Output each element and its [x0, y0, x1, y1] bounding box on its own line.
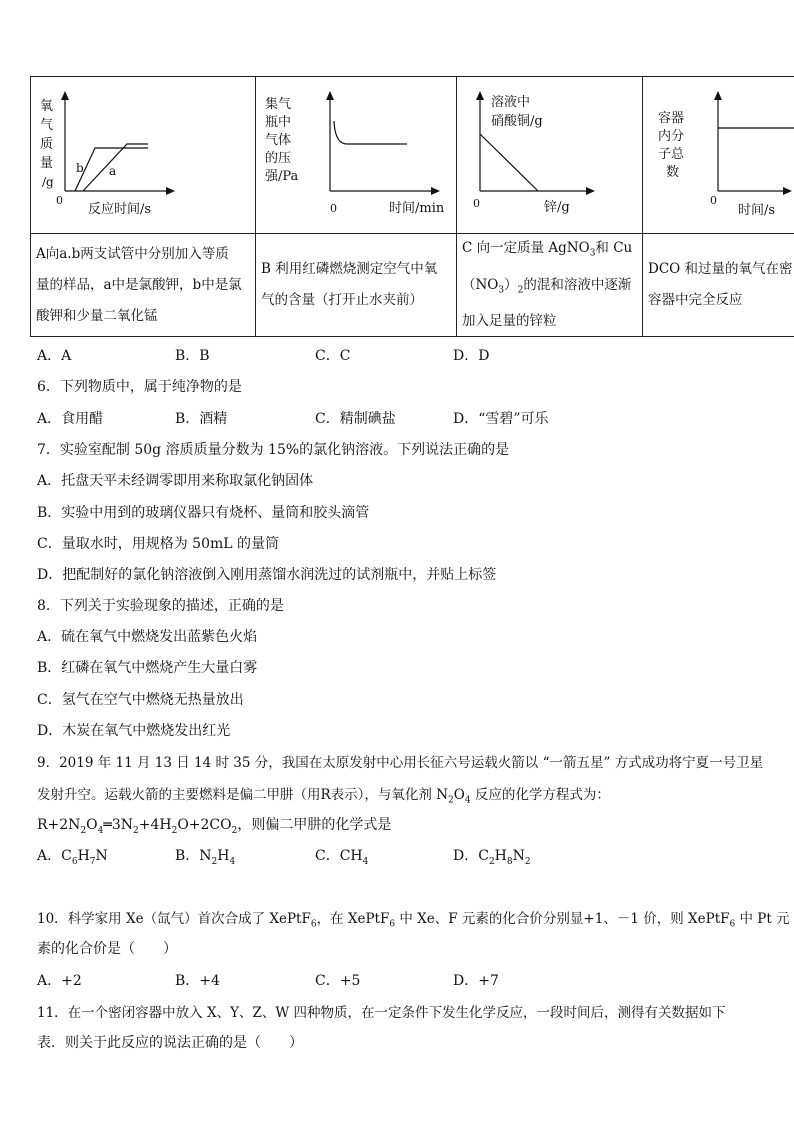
q10-option-a: A．+2 — [37, 973, 82, 989]
q10-line-1 — [37, 907, 790, 930]
graph-d-ylabel-1: 容器 — [658, 111, 685, 126]
q9-b-0: B．N — [175, 848, 212, 864]
graph-d-y-arrow — [714, 91, 722, 100]
q10-l1-3: 6 — [389, 919, 396, 930]
q10-l1-5: 6 — [729, 919, 736, 930]
graph-c — [456, 76, 642, 233]
desc-d-line-2: 容器中完全反应 — [648, 292, 743, 308]
q5-option-d: D．D — [453, 348, 490, 364]
q6-option-a: A．食用醋 — [37, 411, 104, 427]
desc-c-text-3: （NO — [462, 276, 499, 293]
q9-a-0: A．C — [37, 848, 72, 864]
desc-c-text-4: ） — [504, 276, 518, 293]
graph-a-label-a: a — [109, 164, 117, 178]
q8-option-d: D．木炭在氧气中燃烧发出红光 — [37, 723, 231, 739]
q9-line-2 — [37, 783, 610, 806]
graph-a-ylabel-4: 量 — [40, 156, 54, 171]
graph-a-ylabel-1: 氧 — [40, 99, 54, 114]
q9-a-3: 7 — [89, 856, 96, 867]
q7-option-c: C．量取水时，用规格为 50mL 的量筒 — [37, 536, 279, 552]
q5-option-b: B．B — [175, 348, 210, 364]
q9-d-1: 2 — [488, 856, 495, 867]
q9-d-5: 2 — [524, 856, 531, 867]
desc-d-line-1: DCO 和过量的氧气在密 — [648, 261, 793, 277]
q9-option-b — [175, 845, 235, 867]
q9-line-2-sub-1: 2 — [448, 795, 454, 806]
graph-c-ylabel-1: 溶液中 — [491, 95, 531, 110]
q10-l1-0: 10．科学家用 Xe（氙气）首次合成了 XePtF — [37, 911, 311, 927]
q9-b-1: 2 — [211, 856, 218, 867]
desc-c-text-1: C 向一定质量 AgNO — [462, 239, 590, 256]
graph-a — [30, 76, 255, 233]
graph-d-ylabel-2: 内分 — [658, 129, 685, 144]
q10-l1-4: 中 Xe、F 元素的化合价分别显+1、－1 价，则 XePtF — [395, 911, 730, 927]
graph-d-origin: 0 — [710, 194, 717, 207]
graph-b-curve — [334, 121, 407, 144]
graph-a-ylabel-2: 气 — [40, 118, 54, 133]
desc-b — [255, 234, 456, 336]
q9-eq-part-10: ，则偏二甲肼的化学式是 — [237, 817, 392, 833]
q9-eq-part-3: 4 — [97, 825, 104, 836]
table-border-bottom — [30, 336, 794, 337]
desc-a-line-1: A向a.b两支试管中分别加入等质 — [36, 245, 229, 262]
q9-equation — [37, 814, 391, 836]
q5-option-c: C．C — [315, 348, 351, 364]
q9-d-4: N — [512, 848, 525, 864]
q9-c-0: C．CH — [315, 848, 363, 864]
q7-option-d: D．把配制好的氯化钠溶液倒入刚用蒸馏水润洗过的试剂瓶中，并贴上标签 — [37, 567, 497, 583]
q10-option-d: D．+7 — [453, 973, 499, 989]
desc-c-line-2 — [462, 270, 632, 307]
desc-b-line-2: 气的含量（打开止水夹前） — [261, 292, 423, 308]
q9-line-1: 9．2019 年 11 月 13 日 14 时 35 分，我国在太原发射中心用长征六号运载火箭以 “一箭五星” 方式成功将宁夏一号卫星 — [37, 755, 764, 771]
graph-table — [30, 76, 794, 337]
q6-stem: 6．下列物质中，属于纯净物的是 — [37, 379, 242, 395]
desc-c-sub-3: 2 — [517, 285, 524, 296]
q9-option-a — [37, 845, 108, 867]
graph-c-y-arrow — [476, 91, 484, 100]
desc-c-line-3: 加入足量的锌粒 — [462, 313, 557, 330]
graph-a-ylabel-3: 质 — [40, 137, 54, 152]
desc-a-line-3: 酸钾和少量二氧化锰 — [36, 307, 158, 324]
q6-option-d: D．“雪碧”可乐 — [453, 411, 549, 427]
graph-d-xlabel: 时间/s — [738, 203, 776, 218]
q9-eq-part-9: 2 — [231, 825, 238, 836]
q5-option-a: A．A — [37, 348, 72, 364]
q9-eq-part-0: R+2N — [37, 817, 81, 833]
q9-eq-part-6: +4H — [138, 817, 172, 833]
q10-option-c: C．+5 — [315, 973, 361, 989]
q9-line-2-mid: O — [453, 787, 465, 803]
q9-eq-part-7: 2 — [171, 825, 178, 836]
q8-option-a: A．硫在氧气中燃烧发出蓝紫色火焰 — [37, 629, 258, 645]
graph-b-y-arrow — [326, 91, 334, 100]
desc-c-sub-2: 3 — [498, 285, 505, 296]
graph-a-ylabel-5: /g — [42, 175, 54, 189]
q9-c-1: 4 — [362, 856, 369, 867]
q9-a-4: N — [95, 848, 108, 864]
q7-option-a: A．托盘天平未经调零即用来称取氯化钠固体 — [37, 473, 314, 489]
q9-eq-part-8: O+2CO — [177, 817, 232, 833]
graph-b-ylabel-5: 强/Pa — [265, 169, 299, 184]
q10-option-b: B．+4 — [175, 973, 220, 989]
desc-c — [456, 234, 642, 336]
desc-c-text-2: 和 Cu — [595, 239, 633, 256]
graph-c-x-arrow — [586, 187, 595, 195]
q8-option-b: B．红磷在氧气中燃烧产生大量白雾 — [37, 660, 258, 676]
q9-option-c — [315, 845, 368, 867]
q10-l1-1: 6 — [310, 919, 317, 930]
q10-line-2: 素的化合价是（ ） — [37, 941, 177, 957]
q9-eq-part-4: ═3N — [103, 817, 133, 833]
q10-l1-6: 中 Pt 元 — [735, 911, 790, 927]
graph-a-y-arrow — [61, 91, 69, 100]
q9-option-d — [453, 845, 531, 867]
graph-d-x-arrow — [783, 187, 792, 195]
graph-c-ylabel-2: 硝酸铜/g — [491, 114, 543, 129]
q9-d-3: 8 — [506, 856, 513, 867]
q9-d-0: D．C — [453, 848, 489, 864]
q9-a-2: H — [77, 848, 90, 864]
desc-a — [30, 234, 255, 336]
graph-c-xlabel: 锌/g — [544, 200, 570, 215]
q11-line-1: 11．在一个密闭容器中放入 X、Y、Z、W 四种物质，在一定条件下发生化学反应，一段时间后，测得有关数据如下 — [37, 1005, 726, 1021]
graph-d-ylabel-3: 子总 — [658, 147, 685, 162]
graph-b-x-arrow — [431, 187, 440, 195]
q9-d-2: H — [494, 848, 507, 864]
q6-option-b: B．酒精 — [175, 411, 228, 427]
graph-b-ylabel-4: 的压 — [265, 151, 292, 166]
q9-a-1: 6 — [71, 856, 78, 867]
graph-d — [642, 76, 794, 233]
desc-c-text-5: 的混和溶液中逐渐 — [523, 276, 632, 293]
desc-b-line-1: B 利用红磷燃烧测定空气中氧 — [261, 261, 438, 277]
graph-b-origin: 0 — [330, 202, 337, 215]
q10-l1-2: ，在 XePtF — [316, 911, 390, 927]
graph-a-xlabel: 反应时间/s — [88, 202, 152, 217]
q9-eq-part-2: O — [86, 817, 98, 833]
graph-c-line — [480, 134, 538, 191]
desc-d — [642, 234, 794, 336]
q9-line-2-post: 反应的化学方程式为： — [470, 787, 610, 803]
graph-b-ylabel-3: 气体 — [265, 133, 292, 148]
graph-b-xlabel: 时间/min — [389, 201, 445, 216]
graph-b — [255, 76, 456, 233]
graph-a-label-b: b — [76, 161, 84, 175]
graph-a-origin: 0 — [56, 194, 63, 207]
q9-eq-part-1: 2 — [80, 825, 87, 836]
q9-b-2: H — [217, 848, 230, 864]
graph-b-ylabel-1: 集气 — [265, 97, 292, 112]
q9-line-2-sub-2: 4 — [464, 795, 471, 806]
desc-a-line-2: 量的样品，a中是氯酸钾，b中是氯 — [36, 276, 242, 293]
desc-c-line-1 — [462, 233, 632, 270]
q8-stem: 8．下列关于实验现象的描述，正确的是 — [37, 598, 284, 614]
q7-stem: 7．实验室配制 50g 溶质质量分数为 15%的氯化钠溶液。下列说法正确的是 — [37, 442, 510, 458]
q9-eq-part-5: 2 — [132, 825, 139, 836]
q11-line-2: 表．则关于此反应的说法正确的是（ ） — [37, 1035, 303, 1051]
q9-b-3: 4 — [229, 856, 236, 867]
q6-option-c: C．精制碘盐 — [315, 411, 396, 427]
desc-c-sub-1: 3 — [589, 248, 596, 259]
q9-line-2-pre: 发射升空。运载火箭的主要燃料是偏二甲肼（用R表示），与氧化剂 N — [37, 787, 449, 803]
graph-c-origin: 0 — [473, 197, 480, 210]
graph-d-ylabel-4: 数 — [666, 165, 680, 180]
q7-option-b: B．实验中用到的玻璃仪器只有烧杯、量筒和胶头滴管 — [37, 505, 370, 521]
q8-option-c: C．氢气在空气中燃烧无热量放出 — [37, 692, 244, 708]
graph-a-x-arrow — [166, 187, 175, 195]
graph-b-ylabel-2: 瓶中 — [265, 115, 292, 130]
